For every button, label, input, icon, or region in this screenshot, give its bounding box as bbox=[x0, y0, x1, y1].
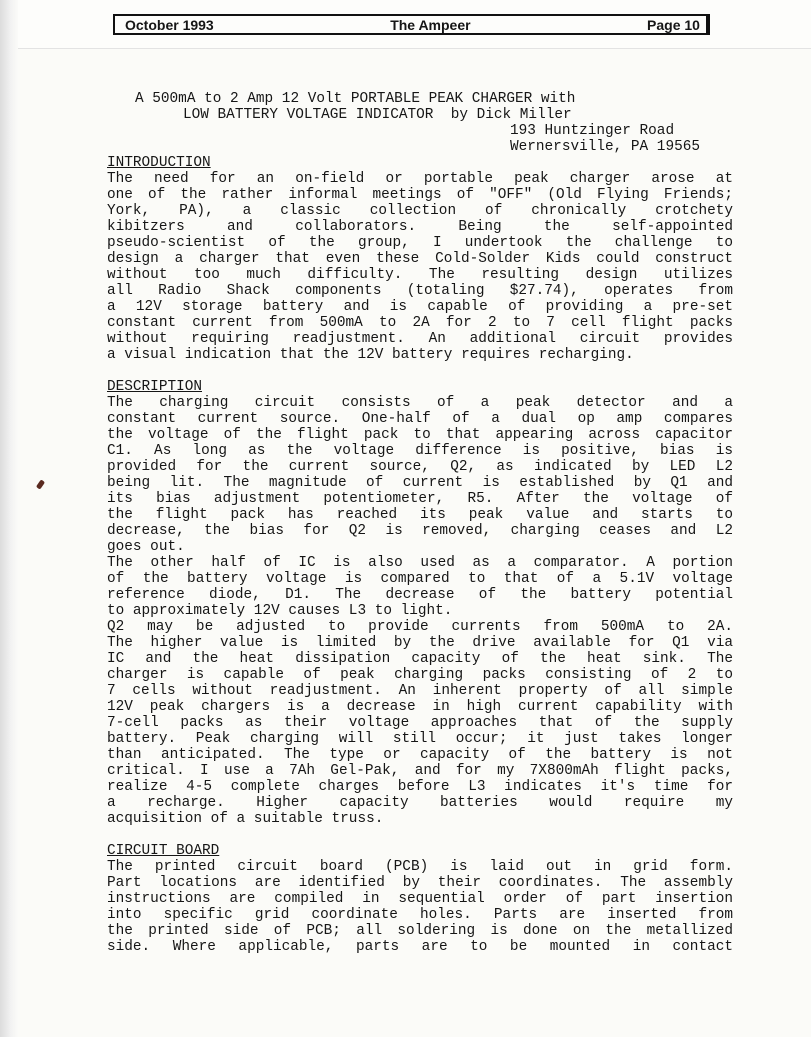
body-text-line: pseudo-scientist of the group, I undertook the challenge to bbox=[107, 235, 733, 251]
body-text-line: acquisition of a suitable truss. bbox=[107, 811, 384, 827]
section-heading-circuit-board: CIRCUIT BOARD bbox=[107, 843, 220, 859]
body-text-line: kibitzers and collaborators. Being the self-appointed bbox=[107, 219, 733, 235]
body-text-line: realize 4-5 complete charges before L3 indicates it's time for bbox=[107, 779, 733, 795]
header-page-number: Page 10 bbox=[647, 16, 700, 33]
body-text-line: of the battery voltage is compared to that of a 5.1V voltage bbox=[107, 571, 733, 587]
body-text-line: decrease, the bias for Q2 is removed, charging ceases and L2 bbox=[107, 523, 733, 539]
section-heading-introduction: INTRODUCTION bbox=[107, 155, 211, 171]
author-address-line-1: 193 Huntzinger Road bbox=[510, 123, 675, 139]
body-text-line: critical. I use a 7Ah Gel-Pak, and for my 7X800mAh flight packs, bbox=[107, 763, 733, 779]
section-heading-description: DESCRIPTION bbox=[107, 379, 202, 395]
page-header bbox=[113, 14, 710, 35]
body-text-line: 7 cells without readjustment. An inherent property of all simple bbox=[107, 683, 733, 699]
body-text-line: battery. Peak charging will still occur; it just takes longer bbox=[107, 731, 733, 747]
body-text-line: C1. As long as the voltage difference is positive, bias is bbox=[107, 443, 733, 459]
body-text-line: The need for an on-field or portable peak charger arose at bbox=[107, 171, 733, 187]
body-text-line: one of the rather informal meetings of "OFF" (Old Flying Friends; bbox=[107, 187, 733, 203]
body-text-line: The printed circuit board (PCB) is laid out in grid form. bbox=[107, 859, 733, 875]
body-text-line: goes out. bbox=[107, 539, 185, 555]
article-title-line-2: LOW BATTERY VOLTAGE INDICATOR by Dick Miller bbox=[183, 107, 572, 123]
body-text-line: all Radio Shack components (totaling $27.74), operates from bbox=[107, 283, 733, 299]
body-text-line: charger is capable of peak charging packs consisting of 2 to bbox=[107, 667, 733, 683]
header-date: October 1993 bbox=[125, 16, 214, 33]
body-text-line: the flight pack has reached its peak value and starts to bbox=[107, 507, 733, 523]
body-text-line: into specific grid coordinate holes. Parts are inserted from bbox=[107, 907, 733, 923]
body-text-line: the printed side of PCB; all soldering is done on the metallized bbox=[107, 923, 733, 939]
body-text-line: reference diode, D1. The decrease of the battery potential bbox=[107, 587, 733, 603]
body-text-line: York, PA), a classic collection of chronically crotchety bbox=[107, 203, 733, 219]
scan-edge-shadow bbox=[0, 0, 18, 1037]
body-text-line: a visual indication that the 12V battery requires recharging. bbox=[107, 347, 634, 363]
body-text-line: without too much difficulty. The resulting design utilizes bbox=[107, 267, 733, 283]
body-text-line: without requiring readjustment. An additional circuit provides bbox=[107, 331, 733, 347]
body-text-line: 12V peak chargers is a decrease in high current capability with bbox=[107, 699, 733, 715]
body-text-line: 7-cell packs as their voltage approaches that of the supply bbox=[107, 715, 733, 731]
body-text-line: design a charger that even these Cold-Solder Kids could construct bbox=[107, 251, 733, 267]
body-text-line: Part locations are identified by their coordinates. The assembly bbox=[107, 875, 733, 891]
body-text-line: to approximately 12V causes L3 to light. bbox=[107, 603, 453, 619]
body-text-line: constant current source. One-half of a dual op amp compares bbox=[107, 411, 733, 427]
body-text-line: side. Where applicable, parts are to be mounted in contact bbox=[107, 939, 733, 955]
article-title-line-1: A 500mA to 2 Amp 12 Volt PORTABLE PEAK CHARGER with bbox=[135, 91, 576, 107]
body-text-line: IC and the heat dissipation capacity of the heat sink. The bbox=[107, 651, 733, 667]
author-address-line-2: Wernersville, PA 19565 bbox=[510, 139, 700, 155]
body-text-line: instructions are compiled in sequential order of part insertion bbox=[107, 891, 733, 907]
body-text-line: being lit. The magnitude of current is established by Q1 and bbox=[107, 475, 733, 491]
body-text-line: than anticipated. The type or capacity of the battery is not bbox=[107, 747, 733, 763]
body-text-line: a recharge. Higher capacity batteries would require my bbox=[107, 795, 733, 811]
body-text-line: provided for the current source, Q2, as indicated by LED L2 bbox=[107, 459, 733, 475]
body-text-line: Q2 may be adjusted to provide currents from 500mA to 2A. bbox=[107, 619, 733, 635]
body-text-line: its bias adjustment potentiometer, R5. After the voltage of bbox=[107, 491, 733, 507]
body-text-line: a 12V storage battery and is capable of providing a pre-set bbox=[107, 299, 733, 315]
body-text-line: the voltage of the flight pack to that appearing across capacitor bbox=[107, 427, 733, 443]
ink-mark bbox=[36, 479, 45, 489]
body-text-line: The higher value is limited by the drive available for Q1 via bbox=[107, 635, 733, 651]
body-text-line: The other half of IC is also used as a comparator. A portion bbox=[107, 555, 733, 571]
header-newsletter-name: The Ampeer bbox=[390, 16, 471, 33]
body-text-line: constant current from 500mA to 2A for 2 to 7 cell flight packs bbox=[107, 315, 733, 331]
body-text-line: The charging circuit consists of a peak detector and a bbox=[107, 395, 733, 411]
